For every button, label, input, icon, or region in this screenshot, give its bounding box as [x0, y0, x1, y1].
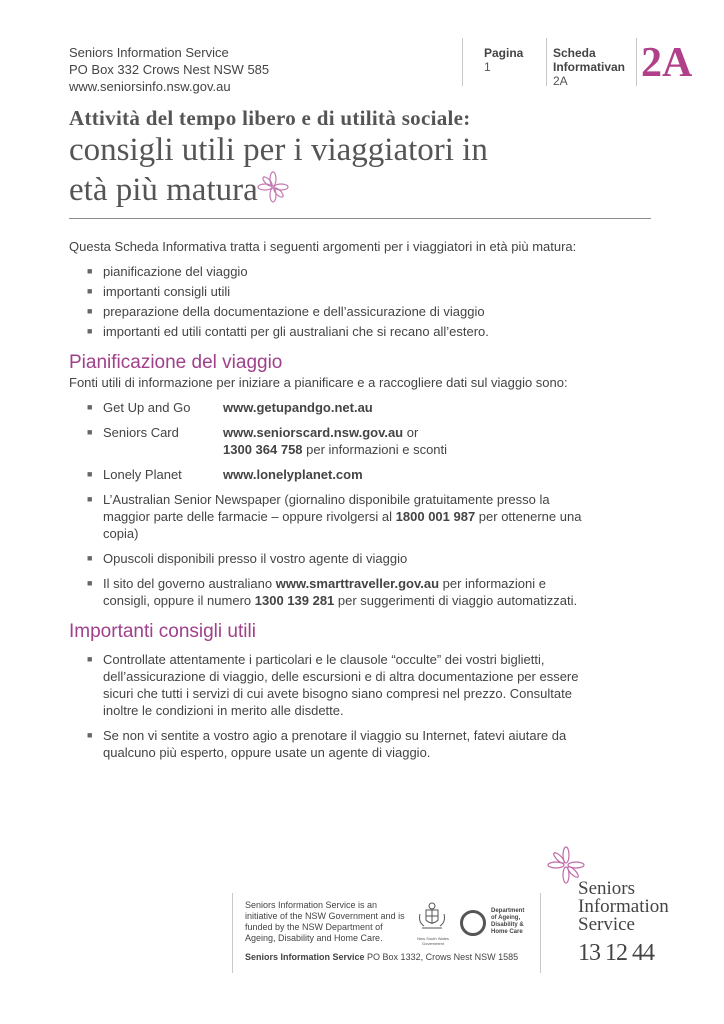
logo-line1: Seniors [578, 878, 635, 899]
phone-note: per informazioni e sconti [302, 442, 448, 457]
intro-text: Questa Scheda Informativa tratta i seguenti argomenti per i viaggiatori in età più matura: [69, 239, 577, 254]
list-item: ■ importanti consigli utili [87, 283, 589, 300]
list-item [87, 491, 589, 542]
list-item [87, 424, 589, 458]
document-body [69, 238, 589, 769]
page-number: 1 [484, 60, 491, 74]
footer-divider [540, 893, 541, 973]
dadhc-text: Department of Ageing, Disability & Home Care [491, 908, 525, 935]
source-phone: 1300 364 758 [223, 442, 303, 457]
title-line2: consigli utili per i viaggiatori in [69, 132, 488, 168]
title-line1: Attività del tempo libero e di utilità sociale: [69, 106, 471, 130]
sheet-info [553, 46, 625, 88]
flower-icon [256, 170, 290, 204]
source-link[interactable]: www.getupandgo.net.au [223, 400, 373, 415]
header-divider [636, 38, 637, 86]
list-item: ■ Controllate attentamente i particolari e le clausole “occulte” dei vostri biglietti, dell’assicurazione di viaggio, delle escursioni e di altra documentazione per essere sicuri che tutti i servizi di cui avete bisogno siano compresi nel prezzo. Consultate inoltre le condizioni in merito alle disdette. [87, 651, 589, 719]
org-address: PO Box 332 Crows Nest NSW 585 [69, 62, 270, 77]
footer-address-text: PO Box 1332, Crows Nest NSW 1585 [364, 952, 519, 962]
nsw-crest-icon [414, 900, 450, 936]
source-name: Get Up and Go [103, 400, 191, 415]
sheet-code: 2A [641, 40, 693, 86]
list-item: ■ preparazione della documentazione e dell’assicurazione di viaggio [87, 303, 589, 320]
header-address-block [69, 44, 269, 95]
header-divider [462, 38, 463, 86]
page-info [484, 46, 523, 74]
title-line3: età più matura [69, 172, 258, 208]
page-label: Pagina [484, 46, 524, 60]
planning-list [69, 399, 589, 609]
crest-caption: New South Wales Government [417, 936, 449, 946]
planning-heading: Pianificazione del viaggio [69, 352, 283, 373]
footer-address-org: Seniors Information Service [245, 952, 365, 962]
tips-list [69, 651, 589, 761]
gov-text: Il sito del governo australiano [103, 576, 276, 591]
seniors-logo-text [578, 880, 669, 934]
header-divider [546, 38, 547, 86]
source-link[interactable]: www.lonelyplanet.com [223, 467, 363, 482]
source-link[interactable]: www.seniorscard.nsw.gov.au [223, 425, 404, 440]
org-website[interactable]: www.seniorsinfo.nsw.gov.au [69, 79, 231, 94]
dadhc-logo-icon [460, 910, 486, 936]
logo-line2: Information [578, 896, 669, 917]
newspaper-text-end: per ottenerne una copia) [103, 509, 582, 541]
tips-heading: Importanti consigli utili [69, 621, 256, 642]
sheet-sub: Informativan [553, 60, 626, 74]
helpline-number: 13 12 44 [578, 940, 654, 966]
list-item: ■ Opuscoli disponibili presso il vostro agente di viaggio [87, 550, 589, 567]
list-item [87, 575, 589, 609]
footer-divider [232, 893, 233, 973]
source-name: ■ Seniors Card [103, 425, 179, 440]
gov-text-end: per suggerimenti di viaggio automatizzati. [334, 593, 578, 608]
newspaper-phone: 1800 001 987 [395, 509, 476, 524]
newspaper-text: L’Australian Senior Newspaper (giornalino disponibile gratuitamente presso la maggior parte delle farmacie – oppure rivolgersi al [103, 492, 550, 524]
footer-blurb: Seniors Information Service is an initiative of the NSW Government and is funded by the NSW Department of Ageing, Disability and Home Care. [245, 900, 405, 943]
org-name: Seniors Information Service [69, 45, 229, 60]
sheet-label: Scheda [553, 46, 596, 60]
gov-text-mid: per informazioni e consigli, oppure il numero [103, 576, 546, 608]
list-item [87, 466, 589, 483]
planning-text: Fonti utili di informazione per iniziare a pianificare e a raccogliere dati sul viaggio sono: [69, 375, 568, 390]
gov-phone: 1300 139 281 [254, 593, 335, 608]
footer-address [245, 952, 518, 962]
logo-line3: Service [578, 914, 635, 935]
title-main [69, 130, 488, 210]
or-text: or [403, 425, 419, 440]
source-name: Lonely Planet [103, 467, 182, 482]
list-item: ■ importanti ed utili contatti per gli australiani che si recano all’estero. [87, 323, 589, 340]
list-item [87, 399, 589, 416]
gov-link[interactable]: www.smarttraveller.gov.au [275, 576, 440, 591]
list-item: ■ pianificazione del viaggio [87, 263, 589, 280]
sheet-id: 2A [553, 74, 568, 88]
intro-list [69, 263, 589, 340]
title-rule [69, 218, 651, 219]
list-item: ■ Se non vi sentite a vostro agio a prenotare il viaggio su Internet, fatevi aiutare da qualcuno più esperto, oppure usate un agente di viaggio. [87, 727, 589, 761]
